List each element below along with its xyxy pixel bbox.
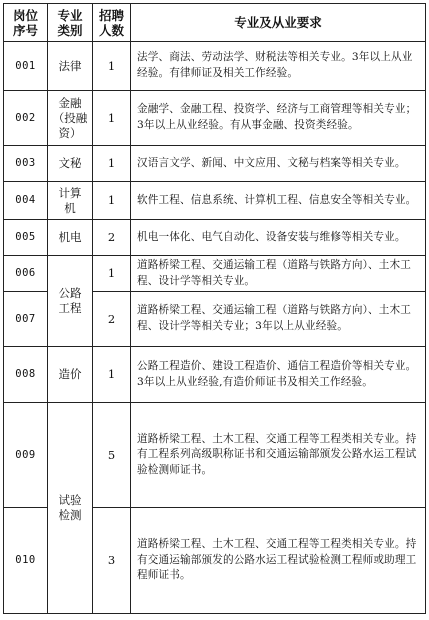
recruitment-table: [3, 3, 426, 614]
position-count: 2: [93, 292, 131, 347]
header-count: 招聘人数: [93, 4, 131, 42]
position-count: 1: [93, 91, 131, 146]
position-category: 机电: [48, 220, 93, 256]
position-requirements: 道路桥梁工程、土木工程、交通工程等工程类相关专业。持有交通运输部颁发的公路水运工程试验检测工程师或助理工程师证书。: [131, 508, 426, 614]
header-category: 专业类别: [48, 4, 93, 42]
position-requirements: 金融学、金融工程、投资学、经济与工商管理等相关专业；3年以上从业经验。有从事金融、投资类经验。: [131, 91, 426, 146]
position-requirements: 法学、商法、劳动法学、财税法等相关专业。3年以上从业经验。有律师证及相关工作经验。: [131, 42, 426, 91]
position-count: 1: [93, 256, 131, 292]
position-requirements: 道路桥梁工程、土木工程、交通工程等工程类相关专业。持有工程系列高级职称证书和交通运输部颁发公路水运工程试验检测师证书。: [131, 403, 426, 508]
position-count: 1: [93, 182, 131, 220]
position-count: 5: [93, 403, 131, 508]
position-count: 2: [93, 220, 131, 256]
position-category: 试验检测: [48, 403, 93, 614]
position-count: 1: [93, 42, 131, 91]
position-id: 002: [4, 91, 48, 146]
table-row: [4, 91, 426, 146]
table-row: [4, 220, 426, 256]
position-category: 公路工程: [48, 256, 93, 347]
position-id: 007: [4, 292, 48, 347]
position-requirements: 道路桥梁工程、交通运输工程（道路与铁路方向）、土木工程、设计学等相关专业。: [131, 256, 426, 292]
position-id: 004: [4, 182, 48, 220]
position-requirements: 机电一体化、电气自动化、设备安装与维修等相关专业。: [131, 220, 426, 256]
position-id: 005: [4, 220, 48, 256]
position-category: 计算机: [48, 182, 93, 220]
position-count: 3: [93, 508, 131, 614]
table-row: [4, 42, 426, 91]
position-category: 文秘: [48, 146, 93, 182]
position-id: 010: [4, 508, 48, 614]
table-row: [4, 182, 426, 220]
position-category: 法律: [48, 42, 93, 91]
table-row: [4, 347, 426, 403]
header-id: 岗位序号: [4, 4, 48, 42]
table-row: [4, 403, 426, 508]
position-category: 金融（投融资）: [48, 91, 93, 146]
position-id: 009: [4, 403, 48, 508]
position-category: 造价: [48, 347, 93, 403]
position-requirements: 公路工程造价、建设工程造价、通信工程造价等相关专业。3年以上从业经验,有造价师证书及相关工作经验。: [131, 347, 426, 403]
position-requirements: 软件工程、信息系统、计算机工程、信息安全等相关专业。: [131, 182, 426, 220]
header-requirements: 专业及从业要求: [131, 4, 426, 42]
position-id: 001: [4, 42, 48, 91]
position-requirements: 道路桥梁工程、交通运输工程（道路与铁路方向）、土木工程、设计学等相关专业；3年以上从业经验。: [131, 292, 426, 347]
position-id: 008: [4, 347, 48, 403]
table-row: [4, 256, 426, 292]
table-header-row: [4, 4, 426, 42]
position-id: 006: [4, 256, 48, 292]
position-requirements: 汉语言文学、新闻、中文应用、文秘与档案等相关专业。: [131, 146, 426, 182]
position-count: 1: [93, 146, 131, 182]
position-count: 1: [93, 347, 131, 403]
position-id: 003: [4, 146, 48, 182]
table-row: [4, 146, 426, 182]
